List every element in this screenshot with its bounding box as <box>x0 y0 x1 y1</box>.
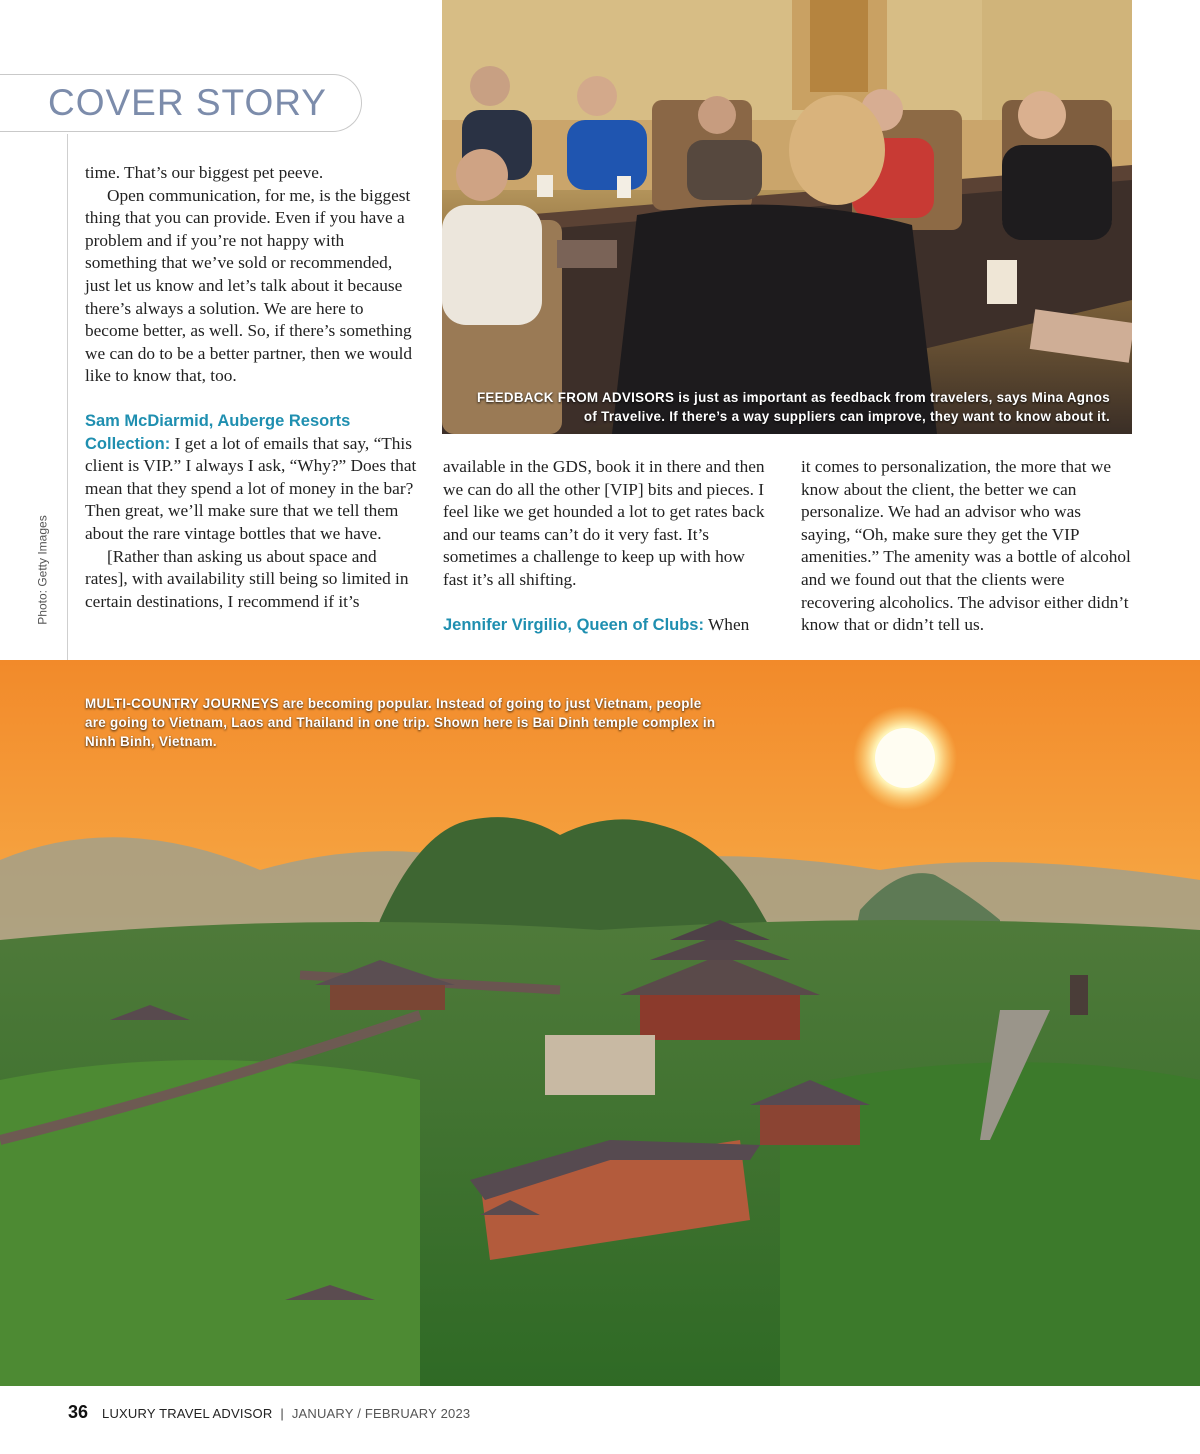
article-column-3 <box>801 456 1131 637</box>
paragraph: it comes to personalization, the more that we know about the client, the better we can personalize. We had an advisor who was saying, “Oh, make sure they get the VIP amenities.” The amenity was a bottle of alcohol and we found out that the clients were recovering alcoholics. The advisor either didn’t know that or didn’t tell us. <box>801 457 1131 635</box>
section-label: COVER STORY <box>48 82 327 123</box>
speaker-name: Jennifer Virgilio, Queen of Clubs: <box>443 615 704 634</box>
article-column-2 <box>443 456 773 636</box>
vertical-rule <box>67 134 68 660</box>
section-tab <box>0 74 362 132</box>
paragraph: [Rather than asking us about space and rates], with availability still being so limited in certain destinations, I recommend if it’s <box>85 546 409 611</box>
page-number: 36 <box>68 1402 89 1422</box>
speaker-paragraph <box>85 410 417 546</box>
photo-caption: MULTI-COUNTRY JOURNEYS are becoming popular. Instead of going to just Vietnam, people are going to Vietnam, Laos and Thailand in one trip. Shown here is Bai Dinh temple complex in Ninh Binh, Vietnam. <box>85 696 716 749</box>
speaker-paragraph <box>443 614 773 637</box>
speaker-name: Sam McDiarmid, Auberge Resorts Collection: <box>85 411 351 453</box>
temple-illustration <box>0 660 1200 1386</box>
temple-photo <box>0 660 1200 1386</box>
photo-credit <box>28 505 58 635</box>
speaker-quote: When <box>703 614 750 634</box>
paragraph: Open communication, for me, is the biggest thing that you can provide. Even if you have a problem and if you’re not happy with something that we’ve sold or recommended, just let us know and let’s talk about it because there’s always a solution. We are here to become better, as well. So, if there’s something we can do to be a better partner, then we would like to know that, too. <box>85 185 413 386</box>
paragraph: available in the GDS, book it in there and then we can do all the other [VIP] bits and pieces. I feel like we get hounded a lot to get rates back and our teams can’t do it very fast. It’s sometimes a challenge to keep up with how fast it’s all shifting. <box>443 457 765 589</box>
magazine-name: LUXURY TRAVEL ADVISOR <box>102 1406 273 1421</box>
speaker-quote: I get a lot of emails that say, “This client is VIP.” I always I ask, “Why?” Does that mean that they spend a lot of money in the bar? Then great, we’ll make sure that we tell them about the rare vintage bottles that we have. <box>85 433 417 543</box>
meeting-photo <box>442 0 1132 434</box>
article-column-1 <box>85 162 417 613</box>
photo-credit-text: Photo: Getty Images <box>36 515 51 625</box>
footer-separator: | <box>280 1406 284 1421</box>
page-footer <box>68 1402 470 1432</box>
issue-date: JANUARY / FEBRUARY 2023 <box>291 1406 471 1421</box>
paragraph: time. That’s our biggest pet peeve. <box>85 163 324 182</box>
photo-caption: FEEDBACK FROM ADVISORS is just as important as feedback from travelers, says Mina Agnos of Travelive. If there’s a way suppliers can improve, they want to know about it. <box>476 390 1110 424</box>
meeting-illustration <box>442 0 1132 434</box>
